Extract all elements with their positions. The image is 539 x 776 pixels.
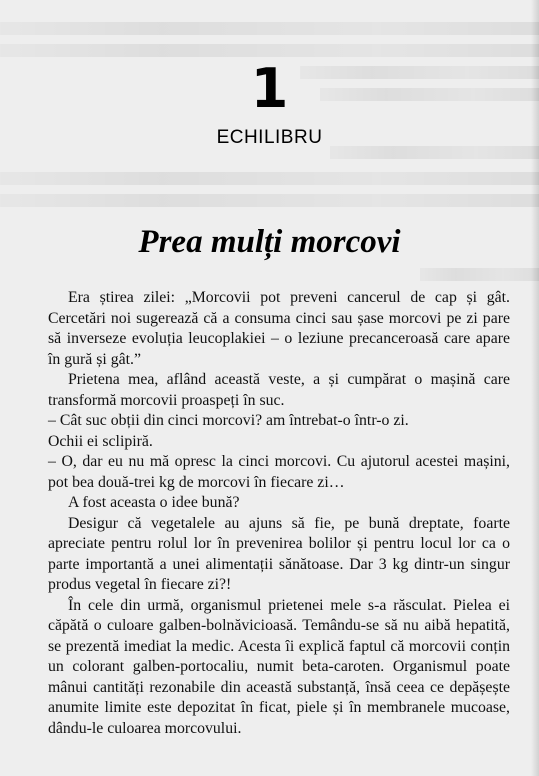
paragraph: În cele din urmă, organismul prietenei mele s-a răsculat. Pielea ei căpătă o culoare galben-bolnăvicioasă. Temându-se să nu aibă hepatită, se prezentă imediat la medic. Acesta îi explică faptul că morcovii conțin un colorant galben-portocaliu, numit beta-caroten. Organismul poate mânui cantități rezonabile din această substanță, însă ceea ce depășește anumite limite este depozitat în ficat, piele și în membranele mucoase, dându-le culoarea morcovului. xyxy=(48,596,510,737)
paragraph: Era știrea zilei: „Morcovii pot preveni cancerul de cap și gât. Cercetări noi sugerează că a consuma cinci sau șase morcovi pe zi pare să inverseze evoluția leucoplakiei – o leziune precanceroasă care apare în gură și gât.” xyxy=(48,289,510,368)
paragraph: A fost aceasta o idee bună? xyxy=(68,494,240,511)
paragraph: Desigur că vegetalele au ajuns să fie, pe bună dreptate, foarte apreciate pentru rolul lor în prevenirea bolilor și pentru locul lor ca o parte importantă a unei alimentații sănătoase. Dar 3 kg dintr-un singur produs vegetal în fiecare zi?! xyxy=(48,514,510,593)
article-title: Prea mulți morcovi xyxy=(138,224,401,260)
paragraph: Ochii ei sclipiră. xyxy=(48,432,153,450)
chapter-number: 1 xyxy=(250,57,289,120)
chapter-title: ECHILIBRU xyxy=(216,127,323,148)
show-through-line xyxy=(0,22,539,35)
show-through-line xyxy=(0,194,539,207)
paragraph: – Cât suc obții din cinci morcovi? am întrebat-o într-o zi. xyxy=(48,412,409,429)
show-through-line xyxy=(0,172,539,185)
body-text xyxy=(48,288,510,739)
paragraph: – O, dar eu nu mă opresc la cinci morcovi. Cu ajutorul acestei mașini, pot bea două-trei kg de morcovi în fiecare zi… xyxy=(48,453,510,491)
paragraph: Prietena mea, aflând această veste, a și cumpărat o mașină care transformă morcovii proaspeți în suc. xyxy=(48,371,510,409)
show-through-line xyxy=(0,44,539,57)
show-through-line xyxy=(420,268,539,281)
